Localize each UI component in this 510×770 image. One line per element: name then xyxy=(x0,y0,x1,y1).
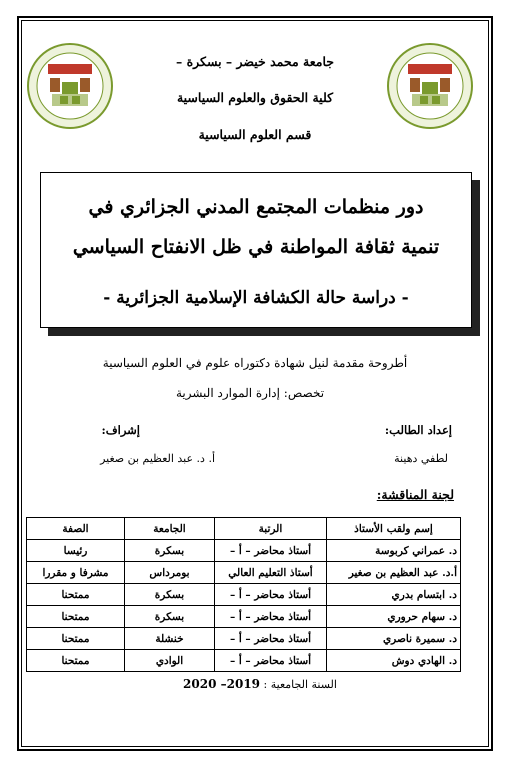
member-role: ممتحنا xyxy=(27,628,125,650)
member-name: د. الهادي دوش xyxy=(327,650,461,672)
member-university: خنشلة xyxy=(125,628,215,650)
member-name: أ.د. عبد العظيم بن صغير xyxy=(327,562,461,584)
university-name: جامعة محمد خيضر – بسكرة – xyxy=(176,54,334,69)
member-role: ممتحنا xyxy=(27,584,125,606)
header-cell-university: الجامعة xyxy=(125,518,215,540)
supervisor-name: أ. د. عبد العظيم بن صغير xyxy=(100,452,215,465)
header-cell-role: الصفة xyxy=(27,518,125,540)
thesis-title-line2: تنمية ثقافة المواطنة في ظل الانفتاح السياسي xyxy=(72,236,440,258)
member-rank: أستاذ محاضر – أ – xyxy=(215,628,327,650)
department-name: قسم العلوم السياسية xyxy=(198,127,312,142)
table-row xyxy=(27,628,461,650)
table-row xyxy=(27,650,461,672)
table-row xyxy=(27,562,461,584)
specialty: تخصص: إدارة الموارد البشرية xyxy=(175,386,325,400)
member-role: مشرفا و مقررا xyxy=(27,562,125,584)
table-row xyxy=(27,540,461,562)
university-logo-left xyxy=(26,42,114,130)
table-row xyxy=(27,606,461,628)
member-rank: أستاذ محاضر – أ – xyxy=(215,606,327,628)
faculty-name: كلية الحقوق والعلوم السياسية xyxy=(176,90,334,105)
member-university: بسكرة xyxy=(125,606,215,628)
student-name: لطفي دهينة xyxy=(394,452,448,465)
member-name: د. سميرة ناصري xyxy=(327,628,461,650)
supervisor-label: إشراف: xyxy=(101,423,140,437)
header-cell-name: إسم ولقب الأستاذ xyxy=(327,518,461,540)
member-university: الوادي xyxy=(125,650,215,672)
member-university: بسكرة xyxy=(125,540,215,562)
member-name: د. ابتسام بدري xyxy=(327,584,461,606)
member-university: بسكرة xyxy=(125,584,215,606)
prepared-by-label: إعداد الطالب: xyxy=(384,423,452,437)
header-cell-rank: الرتبة xyxy=(215,518,327,540)
member-rank: أستاذ محاضر – أ – xyxy=(215,540,327,562)
committee-table xyxy=(26,517,461,672)
academic-year-value: 2019– 2020 xyxy=(183,677,261,691)
member-role: ممتحنا xyxy=(27,606,125,628)
table-row xyxy=(27,584,461,606)
member-rank: أستاذ محاضر – أ – xyxy=(215,584,327,606)
committee-label: لجنة المناقشة: xyxy=(376,487,454,502)
member-role: ممتحنا xyxy=(27,650,125,672)
member-rank: أستاذ محاضر – أ – xyxy=(215,650,327,672)
thesis-title-line1: دور منظمات المجتمع المدني الجزائري في xyxy=(88,196,424,218)
table-header-row xyxy=(27,518,461,540)
academic-year-label: السنة الجامعية : xyxy=(263,678,337,691)
member-rank: أستاذ التعليم العالي xyxy=(215,562,327,584)
member-university: بومرداس xyxy=(125,562,215,584)
member-name: د. سهام حروري xyxy=(327,606,461,628)
member-role: رئيسا xyxy=(27,540,125,562)
thesis-statement: أطروحة مقدمة لنيل شهادة دكتوراه علوم في العلوم السياسية xyxy=(102,356,408,370)
academic-year xyxy=(100,677,420,691)
member-name: د. عمراني كربوسة xyxy=(327,540,461,562)
thesis-subtitle: - دراسة حالة الكشافة الإسلامية الجزائرية - xyxy=(103,288,409,308)
